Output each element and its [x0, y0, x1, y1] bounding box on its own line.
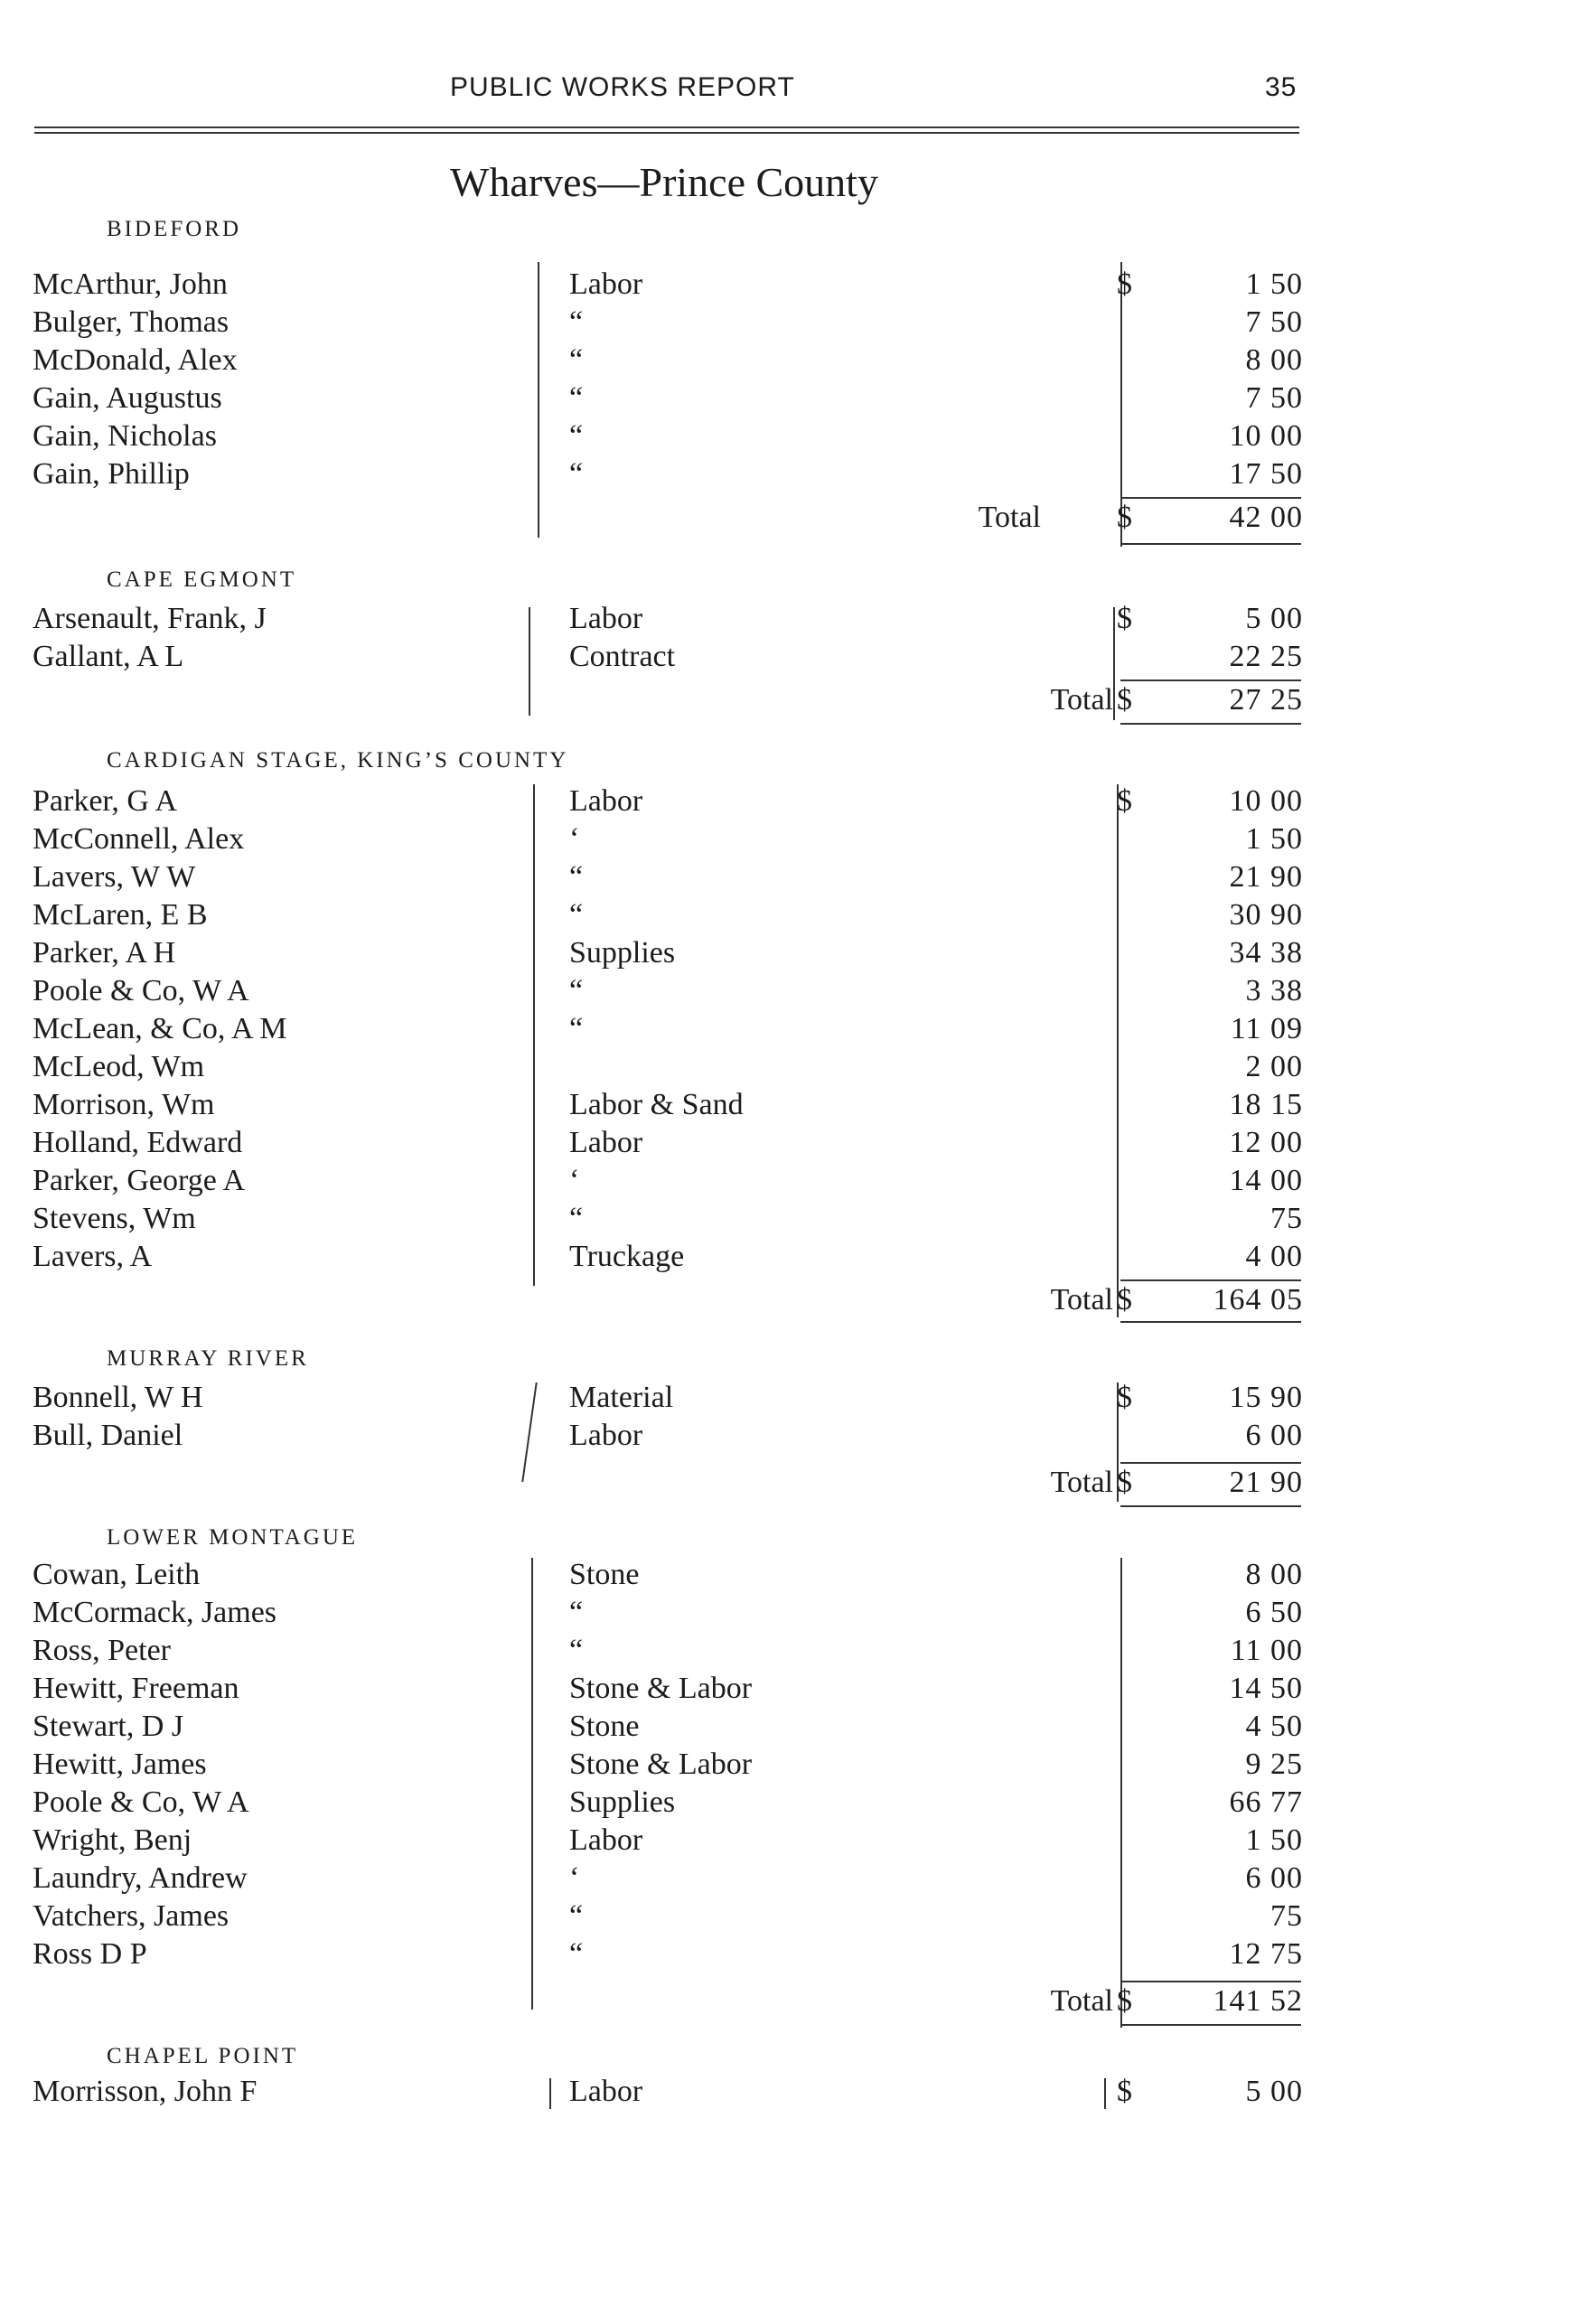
dollar-sign: $ [1117, 683, 1132, 717]
payee-name: McDonald, Alex [33, 343, 238, 377]
amount: 75 [1270, 1202, 1303, 1235]
item-description: “ [569, 343, 584, 377]
page-title: Wharves—Prince County [450, 159, 878, 205]
total-underline [1120, 2024, 1301, 2026]
table-row [0, 822, 1574, 860]
table-row [0, 457, 1574, 495]
table-row [0, 1899, 1574, 1937]
table-row [0, 305, 1574, 343]
amount: 8 00 [1245, 1558, 1303, 1591]
dollar-sign: $ [1117, 267, 1132, 301]
item-description: Stone [569, 1558, 640, 1591]
amount: 4 50 [1245, 1710, 1303, 1743]
table-row [0, 1785, 1574, 1823]
total-row [0, 501, 1574, 539]
table-row [0, 343, 1574, 381]
table-row [0, 1937, 1574, 1975]
payee-name: Morrison, Wm [33, 1088, 215, 1121]
payee-name: Stevens, Wm [33, 1202, 196, 1235]
payee-name: Bulger, Thomas [33, 305, 230, 339]
amount: 11 00 [1230, 1634, 1303, 1667]
item-description: “ [569, 898, 584, 932]
item-description: Contract [569, 640, 676, 673]
section-heading-lower-montague: LOWER MONTAGUE [107, 1525, 359, 1550]
payee-name: Bonnell, W H [33, 1381, 203, 1414]
item-description: Supplies [569, 936, 676, 970]
amount: 34 38 [1229, 936, 1303, 970]
payee-name: Poole & Co, W A [33, 1785, 249, 1819]
item-description: ‘ [569, 1861, 580, 1895]
table-row [0, 1823, 1574, 1861]
payee-name: Stewart, D J [33, 1710, 184, 1743]
table-row [0, 1634, 1574, 1672]
item-description: Labor & Sand [569, 1088, 744, 1121]
payee-name: McArthur, John [33, 267, 228, 301]
table-row [0, 381, 1574, 419]
payee-name: Parker, A H [33, 936, 176, 970]
item-description: ‘ [569, 1164, 580, 1197]
table-row [0, 1164, 1574, 1202]
amount: 1 50 [1245, 1823, 1303, 1857]
payee-name: Lavers, A [33, 1240, 153, 1273]
amount: 10 00 [1229, 419, 1303, 453]
payee-name: Laundry, Andrew [33, 1861, 248, 1895]
payee-name: Wright, Benj [33, 1823, 192, 1857]
total-amount: 164 05 [1213, 1283, 1303, 1317]
total-rule [1120, 1462, 1301, 1464]
dollar-sign: $ [1117, 1381, 1132, 1414]
total-row [0, 1466, 1574, 1504]
table-row [0, 1202, 1574, 1240]
total-rule [1120, 497, 1301, 499]
amount: 8 00 [1245, 343, 1303, 377]
total-label: Total [1050, 1984, 1113, 2018]
amount: 5 00 [1245, 2075, 1303, 2108]
total-underline [1120, 543, 1301, 545]
item-description: “ [569, 974, 584, 1007]
item-description: ‘ [569, 822, 580, 856]
table-row [0, 1861, 1574, 1899]
payee-name: Gain, Augustus [33, 381, 222, 415]
total-label: Total [1050, 1283, 1113, 1317]
section-heading-bideford: BIDEFORD [107, 217, 242, 241]
section-heading-chapel-point: CHAPEL POINT [107, 2044, 299, 2068]
item-description: “ [569, 860, 584, 894]
amount: 22 25 [1229, 640, 1303, 673]
amount: 6 00 [1245, 1419, 1303, 1452]
header-rule-2 [34, 132, 1299, 134]
total-underline [1120, 1505, 1301, 1507]
amount: 9 25 [1245, 1748, 1303, 1781]
amount: 75 [1270, 1899, 1303, 1933]
payee-name: McLean, & Co, A M [33, 1012, 287, 1045]
table-row [0, 2075, 1574, 2113]
item-description: Labor [569, 784, 643, 818]
table-row [0, 267, 1574, 305]
payee-name: Poole & Co, W A [33, 974, 249, 1007]
total-rule [1120, 1279, 1301, 1281]
amount: 10 00 [1229, 784, 1303, 818]
amount: 12 00 [1229, 1126, 1303, 1159]
amount: 12 75 [1229, 1937, 1303, 1971]
table-row [0, 1012, 1574, 1050]
dollar-sign: $ [1117, 2075, 1132, 2108]
payee-name: Ross, Peter [33, 1634, 171, 1667]
total-rule [1120, 1981, 1301, 1982]
table-row [0, 1748, 1574, 1785]
amount: 7 50 [1245, 381, 1303, 415]
table-row [0, 1240, 1574, 1278]
item-description: Labor [569, 1823, 643, 1857]
table-row [0, 860, 1574, 898]
dollar-sign: $ [1117, 784, 1132, 818]
amount: 18 15 [1229, 1088, 1303, 1121]
section-heading-murray-river: MURRAY RIVER [107, 1346, 309, 1371]
payee-name: McLaren, E B [33, 898, 208, 932]
table-row [0, 784, 1574, 822]
amount: 30 90 [1229, 898, 1303, 932]
payee-name: McConnell, Alex [33, 822, 245, 856]
table-row [0, 419, 1574, 457]
total-row [0, 1283, 1574, 1321]
amount: 6 50 [1245, 1596, 1303, 1629]
item-description: Labor [569, 2075, 643, 2108]
payee-name: Morrisson, John F [33, 2075, 258, 2108]
item-description: “ [569, 305, 584, 339]
item-description: “ [569, 1937, 584, 1971]
payee-name: Bull, Daniel [33, 1419, 183, 1452]
total-label: Total [1050, 1466, 1113, 1499]
item-description: “ [569, 381, 584, 415]
item-description: Stone & Labor [569, 1672, 753, 1705]
payee-name: Arsenault, Frank, J [33, 602, 267, 635]
total-row [0, 683, 1574, 721]
payee-name: Gain, Phillip [33, 457, 190, 491]
dollar-sign: $ [1117, 1283, 1132, 1317]
table-row [0, 1381, 1574, 1419]
total-amount: 21 90 [1229, 1466, 1303, 1499]
table-row [0, 1710, 1574, 1748]
table-row [0, 1672, 1574, 1710]
total-rule [1120, 679, 1301, 681]
item-description: Labor [569, 267, 643, 301]
table-row [0, 1596, 1574, 1634]
payee-name: Hewitt, Freeman [33, 1672, 239, 1705]
payee-name: Holland, Edward [33, 1126, 243, 1159]
total-amount: 27 25 [1229, 683, 1303, 717]
payee-name: Lavers, W W [33, 860, 196, 894]
item-description: Labor [569, 602, 643, 635]
item-description: “ [569, 1012, 584, 1045]
dollar-sign: $ [1117, 602, 1132, 635]
running-header-title: PUBLIC WORKS REPORT [450, 72, 795, 102]
total-amount: 42 00 [1229, 501, 1303, 534]
amount: 66 77 [1229, 1785, 1303, 1819]
table-row [0, 1126, 1574, 1164]
amount: 4 00 [1245, 1240, 1303, 1273]
amount: 5 00 [1245, 602, 1303, 635]
item-description: Labor [569, 1126, 643, 1159]
amount: 14 50 [1229, 1672, 1303, 1705]
total-underline [1120, 723, 1301, 725]
total-label: Total [978, 501, 1041, 534]
total-underline [1120, 1321, 1301, 1323]
item-description: Stone [569, 1710, 640, 1743]
table-row [0, 898, 1574, 936]
item-description: “ [569, 1596, 584, 1629]
payee-name: Gallant, A L [33, 640, 184, 673]
table-row [0, 602, 1574, 640]
table-row [0, 640, 1574, 678]
item-description: “ [569, 1899, 584, 1933]
amount: 15 90 [1229, 1381, 1303, 1414]
payee-name: McCormack, James [33, 1596, 277, 1629]
dollar-sign: $ [1117, 501, 1132, 534]
item-description: “ [569, 457, 584, 491]
item-description: Supplies [569, 1785, 676, 1819]
table-row [0, 974, 1574, 1012]
payee-name: Parker, George A [33, 1164, 245, 1197]
payee-name: Hewitt, James [33, 1748, 207, 1781]
payee-name: Cowan, Leith [33, 1558, 201, 1591]
item-description: Truckage [569, 1240, 685, 1273]
table-row [0, 1558, 1574, 1596]
payee-name: McLeod, Wm [33, 1050, 205, 1083]
item-description: Stone & Labor [569, 1748, 753, 1781]
payee-name: Vatchers, James [33, 1899, 230, 1933]
dollar-sign: $ [1117, 1984, 1132, 2018]
item-description: Material [569, 1381, 674, 1414]
total-row [0, 1984, 1574, 2022]
section-heading-cape-egmont: CAPE EGMONT [107, 567, 297, 592]
amount: 17 50 [1229, 457, 1303, 491]
payee-name: Ross D P [33, 1937, 147, 1971]
table-row [0, 1419, 1574, 1457]
amount: 6 00 [1245, 1861, 1303, 1895]
amount: 11 09 [1230, 1012, 1303, 1045]
amount: 3 38 [1245, 974, 1303, 1007]
total-amount: 141 52 [1213, 1984, 1303, 2018]
amount: 1 50 [1245, 267, 1303, 301]
item-description: “ [569, 419, 584, 453]
header-rule [34, 127, 1299, 128]
table-row [0, 1050, 1574, 1088]
amount: 1 50 [1245, 822, 1303, 856]
payee-name: Gain, Nicholas [33, 419, 217, 453]
amount: 21 90 [1229, 860, 1303, 894]
item-description: “ [569, 1202, 584, 1235]
page-number: 35 [1265, 72, 1298, 102]
section-heading-cardigan-stage: CARDIGAN STAGE, KING’S COUNTY [107, 748, 569, 773]
item-description: Labor [569, 1419, 643, 1452]
table-row [0, 936, 1574, 974]
amount: 2 00 [1245, 1050, 1303, 1083]
dollar-sign: $ [1117, 1466, 1132, 1499]
total-label: Total [1050, 683, 1113, 717]
payee-name: Parker, G A [33, 784, 178, 818]
table-row [0, 1088, 1574, 1126]
amount: 7 50 [1245, 305, 1303, 339]
item-description: “ [569, 1634, 584, 1667]
amount: 14 00 [1229, 1164, 1303, 1197]
